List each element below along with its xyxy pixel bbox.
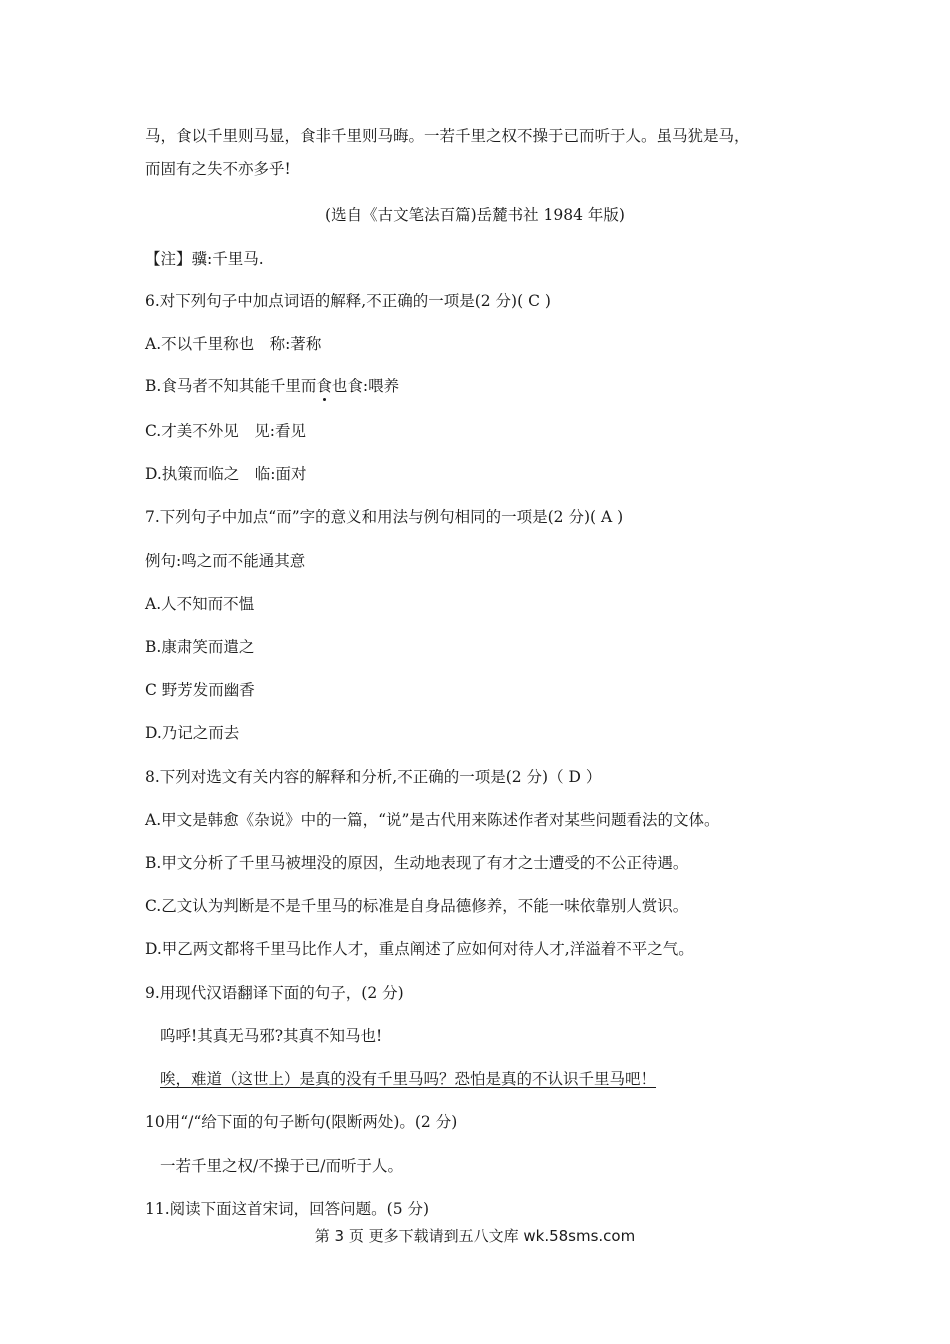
page-footer: 第 3 页 更多下载请到五八文库 wk.58sms.com [314,1227,636,1245]
question-11-stem: 11.阅读下面这首宋词，回答问题。(5 分) [145,1200,430,1218]
question-6-option-c: C.才美不外见 见:看见 [145,422,306,440]
question-8-option-d: D.甲乙两文都将千里马比作人才，重点阐述了应如何对待人才,洋溢着不平之气。 [145,940,694,958]
question-8-stem: 8.下列对选文有关内容的解释和分析,不正确的一项是(2 分)（ D ） [145,768,602,786]
question-9-stem: 9.用现代汉语翻译下面的句子，(2 分) [145,984,404,1002]
option-b-suffix: 也食:喂养 [331,377,400,395]
question-6-option-a: A.不以千里称也 称:著称 [145,335,322,353]
question-10-stem: 10用“/“给下面的句子断句(限断两处)。(2 分) [145,1113,458,1131]
question-8-option-c: C.乙文认为判断是不是千里马的标准是自身品德修养，不能一味依靠别人赏识。 [145,897,689,915]
question-7-option-d: D.乃记之而去 [145,724,240,742]
passage-source: (选自《古文笔法百篇)岳麓书社 1984 年版) [325,206,625,224]
question-7-option-a: A.人不知而不愠 [145,595,255,613]
question-7-stem: 7.下列句子中加点“而”字的意义和用法与例句相同的一项是(2 分)( A ) [145,508,624,526]
question-7-option-c: C 野芳发而幽香 [145,681,255,699]
passage-note: 【注】骥:千里马. [145,250,264,268]
question-10-answer: 一若千里之权/不操于已/而听于人。 [160,1157,403,1175]
question-8-option-b: B.甲文分析了千里马被埋没的原因，生动地表现了有才之士遭受的不公正待遇。 [145,854,689,872]
question-9-sentence: 呜呼!其真无马邪?其真不知马也! [160,1027,383,1045]
question-9-answer: 唉，难道（这世上）是真的没有千里马吗？恐怕是真的不认识千里马吧！ [160,1070,657,1088]
question-6-stem: 6.对下列句子中加点词语的解释,不正确的一项是(2 分)( C ) [145,292,551,310]
question-7-option-b: B.康肃笑而遣之 [145,638,255,656]
question-8-option-a: A.甲文是韩愈《杂说》中的一篇，“说”是古代用来陈述作者对某些问题看法的文体。 [145,811,720,829]
dotted-word: 食 [316,377,332,395]
question-7-example: 例句:鸣之而不能通其意 [145,552,306,570]
question-6-option-d: D.执策而临之 临:面对 [145,465,307,483]
passage-line-2: 而固有之失不亦多乎! [145,160,291,178]
question-6-option-b [145,376,399,396]
option-b-prefix: B.食马者不知其能千里而 [145,377,317,395]
passage-line-1: 马，食以千里则马显，食非千里则马晦。一若千里之权不操于已而听于人。虽马犹是马， [145,127,750,145]
